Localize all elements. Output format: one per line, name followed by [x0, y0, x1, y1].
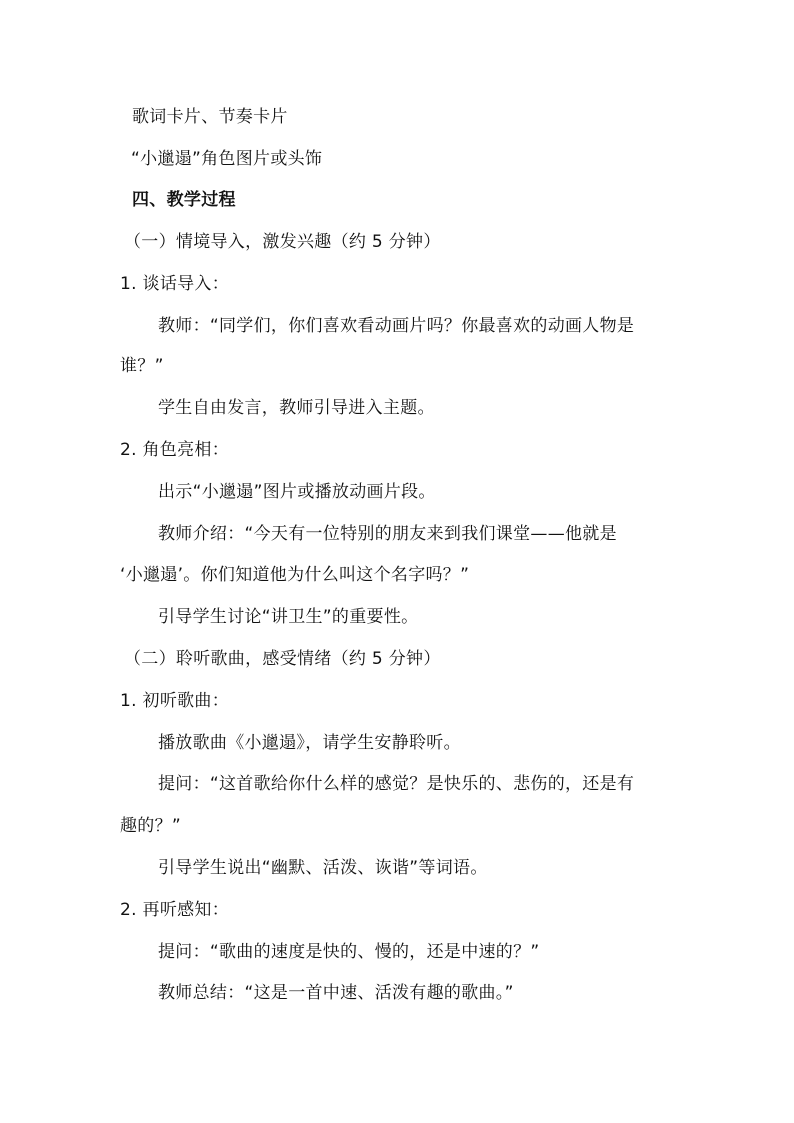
- paragraph-line: 引导学生讨论“讲卫生”的重要性。: [158, 607, 419, 627]
- paragraph-line: 引导学生说出“幽默、活泼、诙谐”等词语。: [158, 858, 488, 878]
- paragraph-line: 教师：“同学们，你们喜欢看动画片吗？你最喜欢的动画人物是: [158, 316, 635, 336]
- section-heading-teaching-process: 四、教学过程: [132, 190, 236, 210]
- paragraph-line: 提问：“歌曲的速度是快的、慢的，还是中速的？”: [158, 942, 540, 962]
- paragraph-line: ‘小邋遢’。你们知道他为什么叫这个名字吗？”: [120, 565, 470, 585]
- step-heading-1-2: 2. 角色亮相：: [120, 440, 230, 460]
- step-heading-2-1: 1. 初听歌曲：: [120, 691, 230, 711]
- step-heading-2-2: 2. 再听感知：: [120, 900, 230, 920]
- paragraph-line: 学生自由发言，教师引导进入主题。: [158, 398, 435, 418]
- paragraph-line: 提问：“这首歌给你什么样的感觉？是快乐的、悲伤的，还是有: [158, 774, 635, 794]
- step-heading-1-1: 1. 谈话导入：: [120, 274, 230, 294]
- paragraph-line: 教师总结：“这是一首中速、活泼有趣的歌曲。”: [158, 983, 514, 1003]
- paragraph-line: 教师介绍：“今天有一位特别的朋友来到我们课堂——他就是: [158, 524, 617, 544]
- paragraph-line: 谁？”: [120, 356, 164, 376]
- materials-line-1: 歌词卡片、节奏卡片: [132, 107, 288, 127]
- paragraph-line: 趣的？”: [120, 816, 182, 836]
- materials-line-2: “小邋遢”角色图片或头饰: [131, 149, 323, 169]
- subsection-heading-1: （一）情境导入，激发兴趣（约 5 分钟）: [124, 232, 441, 252]
- paragraph-line: 播放歌曲《小邋遢》，请学生安静聆听。: [158, 733, 461, 753]
- paragraph-line: 出示“小邋遢”图片或播放动画片段。: [158, 482, 436, 502]
- subsection-heading-2: （二）聆听歌曲，感受情绪（约 5 分钟）: [124, 649, 441, 669]
